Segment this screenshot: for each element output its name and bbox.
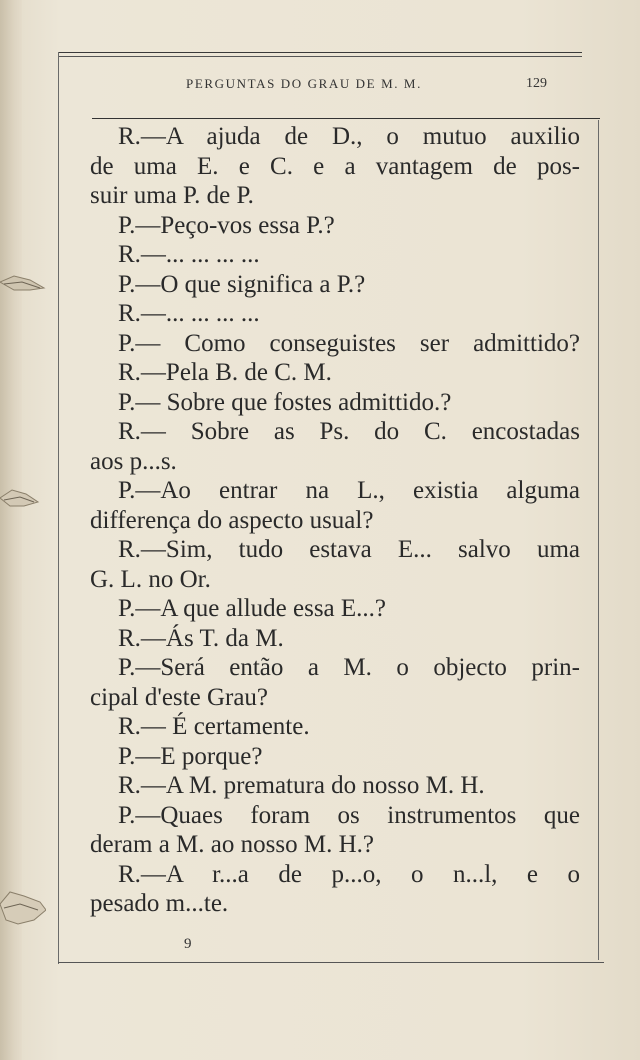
page-header — [58, 74, 582, 98]
text-line: R.—... ... ... ... — [118, 241, 260, 268]
running-head: PERGUNTAS DO GRAU DE M. M. — [186, 76, 422, 91]
text-line: pesado m...te. — [90, 890, 229, 917]
text-line: R.—... ... ... ... — [118, 300, 260, 327]
text-line: P.—Quaes foram os instrumentos que — [118, 801, 580, 829]
binding-stitch-bottom — [0, 880, 46, 932]
text-line: P.—Será então a M. o objecto prin- — [118, 654, 580, 681]
text-line: R.— É certamente. — [118, 713, 310, 740]
binding-stitch-middle — [0, 478, 46, 518]
text-line: R.—A M. prematura do nosso M. H. — [118, 772, 485, 799]
text-line: P.— Sobre que fostes admittido.? — [118, 388, 452, 416]
text-line: P.—E porque? — [118, 742, 263, 770]
text-line: P.—Peço-vos essa P.? — [118, 211, 335, 239]
text-line: R.—A r...a de p...o, o n...l, e o — [118, 860, 580, 888]
text-line: deram a M. ao nosso M. H.? — [90, 831, 374, 858]
text-line: P.—O que significa a P.? — [118, 270, 366, 298]
frame-top-rule-thin — [58, 56, 582, 57]
page-number: 129 — [526, 76, 547, 91]
text-line: G. L. no Or. — [90, 565, 211, 593]
text-line: cipal d'este Grau? — [90, 683, 269, 711]
frame-left-rule — [58, 52, 59, 964]
text-line: R.—Ás T. da M. — [118, 624, 284, 652]
text-line: R.—Pela B. de C. M. — [118, 359, 332, 386]
body-text — [90, 122, 580, 919]
text-line: P.—A que allude essa E...? — [118, 595, 387, 622]
text-line: de uma E. e C. e a vantagem de pos- — [90, 152, 580, 180]
binding-stitch-top — [0, 262, 46, 302]
signature-mark: 9 — [184, 936, 192, 952]
text-line: suir uma P. de P. — [90, 182, 254, 209]
text-line: P.—Ao entrar na L., existia alguma — [118, 477, 580, 504]
frame-top-rule — [58, 52, 582, 53]
header-rule — [92, 118, 600, 119]
text-line: R.— Sobre as Ps. do C. encostadas — [118, 418, 580, 445]
text-line: aos p...s. — [90, 447, 177, 475]
text-line: differença do aspecto usual? — [90, 506, 374, 534]
text-line: P.— Como conseguistes ser admittido? — [118, 329, 580, 357]
text-line: R.—A ajuda de D., o mutuo auxilio — [118, 123, 580, 150]
frame-bottom-rule — [58, 962, 604, 963]
text-line: R.—Sim, tudo estava E... salvo uma — [118, 536, 580, 563]
frame-right-rule — [598, 120, 599, 960]
